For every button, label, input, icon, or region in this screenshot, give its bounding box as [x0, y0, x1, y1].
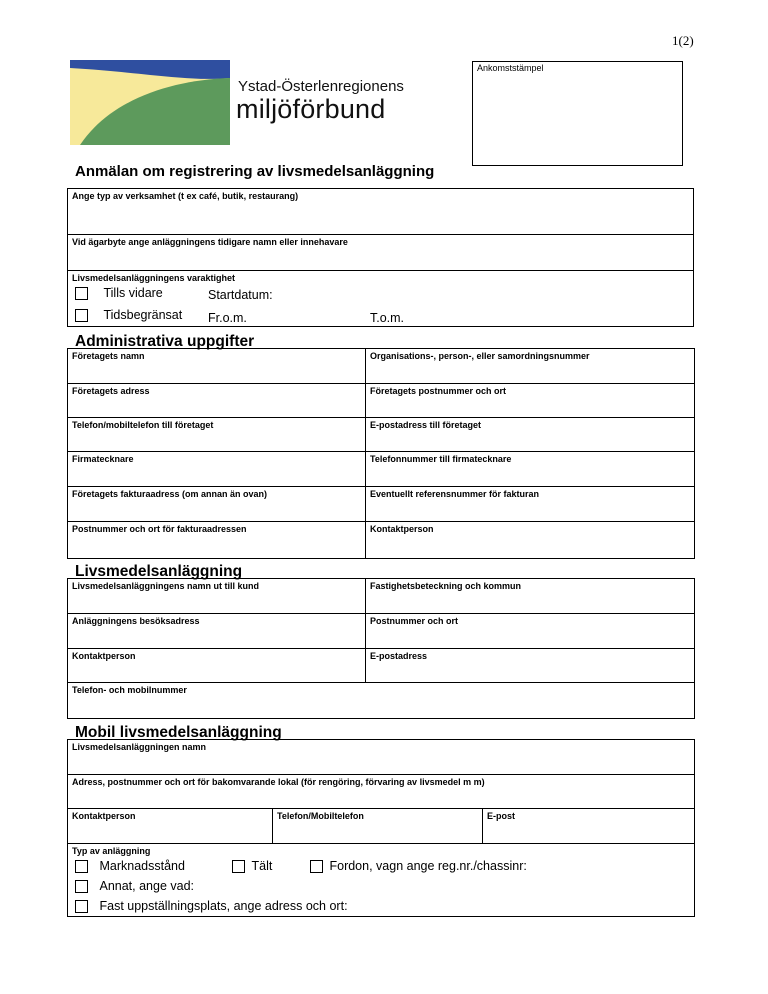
field-label: Adress, postnummer och ort för bakomvarande lokal (för rengöring, förvaring av livsmedel m m) — [72, 777, 485, 787]
mobile-name-field[interactable] — [68, 740, 695, 775]
contact-person-field[interactable] — [366, 522, 695, 559]
field-label: Företagets adress — [72, 386, 150, 396]
other-checkbox[interactable] — [75, 880, 88, 893]
until-further-label: Tills vidare — [103, 286, 163, 300]
mobile-email-field[interactable] — [483, 809, 695, 844]
field-label: Telefon/Mobiltelefon — [277, 811, 364, 821]
from-date-label: Fr.o.m. — [208, 311, 247, 325]
tent-checkbox[interactable] — [232, 860, 245, 873]
field-label: Kontaktperson — [72, 651, 136, 661]
owner-change-label: Vid ägarbyte ange anläggningens tidigare namn eller innehavare — [72, 237, 348, 247]
field-label: E-postadress till företaget — [370, 420, 482, 430]
field-label: Livsmedelsanläggningens namn ut till kund — [72, 581, 260, 591]
field-label: Kontaktperson — [72, 811, 136, 821]
facility-contact-field[interactable] — [68, 649, 366, 683]
field-label: Företagets postnummer och ort — [370, 386, 507, 396]
visit-address-field[interactable] — [68, 614, 366, 649]
logo-text-region: Ystad-Österlenregionens — [238, 78, 404, 95]
company-name-field[interactable] — [68, 349, 366, 384]
business-type-field[interactable] — [68, 189, 694, 235]
property-designation-field[interactable] — [366, 579, 695, 614]
field-label: Fastighetsbeteckning och kommun — [370, 581, 522, 591]
fixed-location-label: Fast uppställningsplats, ange adress och ort: — [99, 899, 348, 913]
start-date-label: Startdatum: — [208, 288, 273, 302]
page-number: 1(2) — [672, 33, 694, 48]
company-email-field[interactable] — [366, 418, 695, 452]
base-address-field[interactable] — [68, 775, 695, 809]
field-label: Eventuellt referensnummer för fakturan — [370, 489, 540, 499]
until-further-checkbox[interactable] — [75, 287, 88, 300]
vehicle-checkbox[interactable] — [310, 860, 323, 873]
field-label: E-post — [487, 811, 515, 821]
signatory-field[interactable] — [68, 452, 366, 487]
invoice-reference-field[interactable] — [366, 487, 695, 522]
tent-label: Tält — [251, 859, 273, 873]
company-address-field[interactable] — [68, 384, 366, 418]
invoice-address-field[interactable] — [68, 487, 366, 522]
field-label: Företagets namn — [72, 351, 145, 361]
field-label: Postnummer och ort för fakturaadressen — [72, 524, 247, 534]
field-label: Telefon- och mobilnummer — [72, 685, 187, 695]
owner-change-field[interactable] — [68, 235, 694, 271]
to-date-label: T.o.m. — [370, 311, 405, 325]
org-number-field[interactable] — [366, 349, 695, 384]
facility-heading: Livsmedelsanläggning — [75, 563, 243, 580]
stamp-label: Ankomststämpel — [477, 63, 544, 73]
market-stall-label: Marknadsstånd — [99, 859, 185, 873]
field-label: E-postadress — [370, 651, 428, 661]
field-label: Organisations-, person-, eller samordningsnummer — [370, 351, 590, 361]
market-stall-checkbox[interactable] — [75, 860, 88, 873]
time-limited-checkbox[interactable] — [75, 309, 88, 322]
mobile-contact-field[interactable] — [68, 809, 273, 844]
field-label: Firmatecknare — [72, 454, 134, 464]
facility-email-field[interactable] — [366, 649, 695, 683]
facility-name-field[interactable] — [68, 579, 366, 614]
field-label: Telefon/mobiltelefon till företaget — [72, 420, 214, 430]
field-label: Telefonnummer till firmatecknare — [370, 454, 512, 464]
admin-heading: Administrativa uppgifter — [75, 333, 255, 350]
mobile-heading: Mobil livsmedelsanläggning — [75, 724, 282, 741]
other-label: Annat, ange vad: — [99, 879, 195, 893]
page-title: Anmälan om registrering av livsmedelsanläggning — [75, 163, 435, 180]
field-label: Kontaktperson — [370, 524, 434, 534]
fixed-location-checkbox[interactable] — [75, 900, 88, 913]
company-postal-field[interactable] — [366, 384, 695, 418]
business-type-label: Ange typ av verksamhet (t ex café, butik, restaurang) — [72, 191, 299, 201]
facility-phone-field[interactable] — [68, 683, 695, 719]
signatory-phone-field[interactable] — [366, 452, 695, 487]
duration-label: Livsmedelsanläggningens varaktighet — [72, 273, 236, 283]
admin-table — [67, 348, 695, 559]
vehicle-label: Fordon, vagn ange reg.nr./chassinr: — [329, 859, 527, 873]
field-label: Företagets fakturaadress (om annan än ovan) — [72, 489, 268, 499]
time-limited-label: Tidsbegränsat — [103, 308, 183, 322]
facility-table — [67, 578, 695, 719]
facility-type-label: Typ av anläggning — [72, 846, 151, 856]
field-label: Postnummer och ort — [370, 616, 459, 626]
facility-postal-field[interactable] — [366, 614, 695, 649]
intro-table — [67, 188, 694, 327]
company-phone-field[interactable] — [68, 418, 366, 452]
field-label: Livsmedelsanläggningen namn — [72, 742, 207, 752]
field-label: Anläggningens besöksadress — [72, 616, 200, 626]
invoice-postal-field[interactable] — [68, 522, 366, 559]
logo-text-name: miljöförbund — [236, 94, 386, 124]
arrival-stamp-box — [472, 61, 683, 166]
mobile-phone-field[interactable] — [273, 809, 483, 844]
